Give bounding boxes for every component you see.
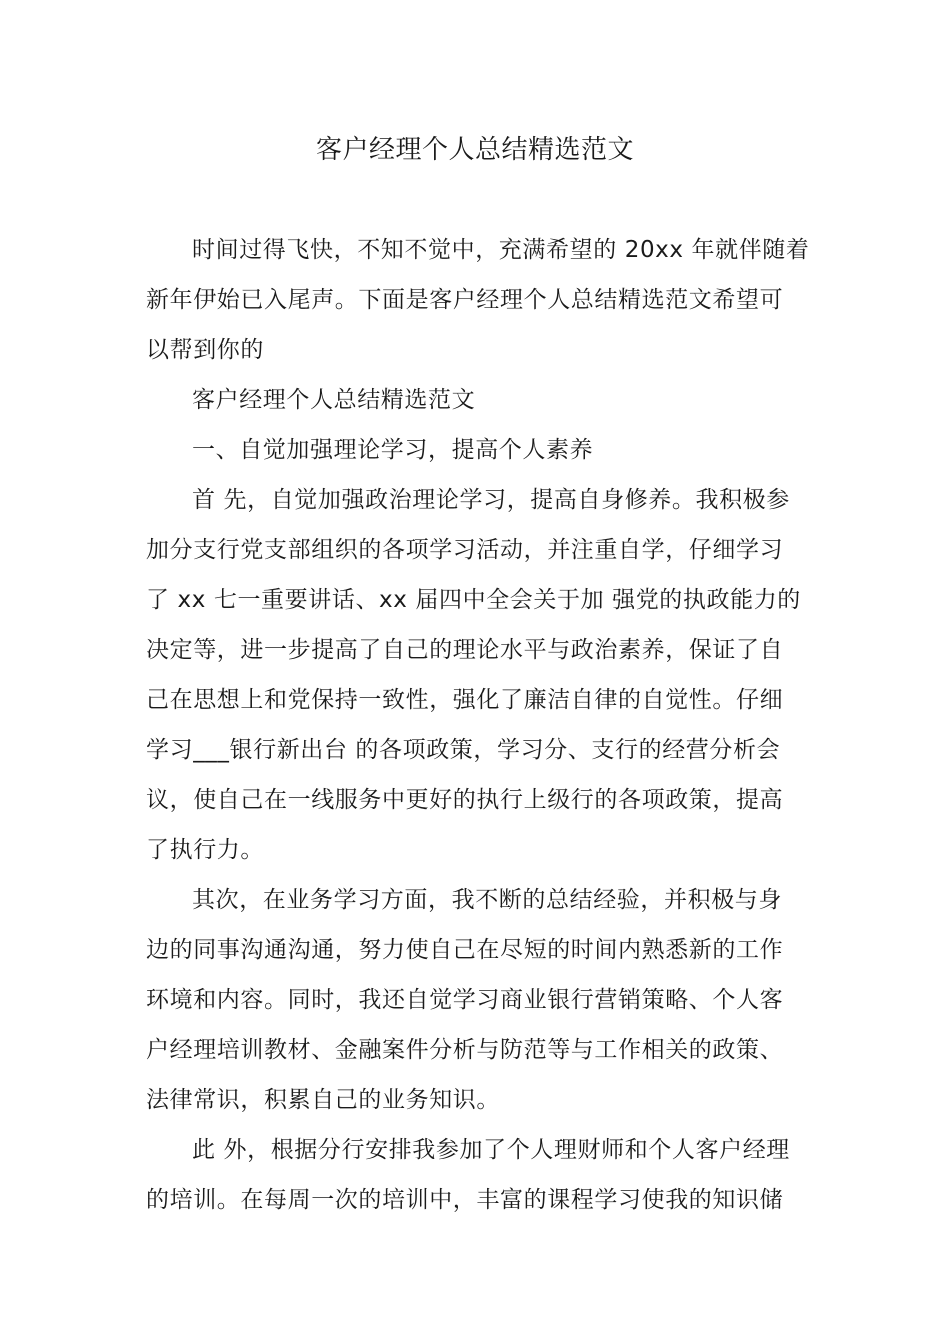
body-line: 己在思想上和党保持一致性，强化了廉洁自律的自觉性。仔细 xyxy=(146,687,784,713)
body-line: 以帮到你的 xyxy=(146,337,264,363)
body-line: 了 xx 七一重要讲话、xx 届四中全会关于加 强党的执政能力的 xyxy=(146,587,801,613)
body-line: 法律常识，积累自己的业务知识。 xyxy=(146,1087,500,1113)
body-line: 议，使自己在一线服务中更好的执行上级行的各项政策，提高 xyxy=(146,787,784,813)
body-line: 了执行力。 xyxy=(146,837,264,863)
body-line: 首 先，自觉加强政治理论学习，提高自身修养。我积极参 xyxy=(192,487,790,513)
body-line: 学习___银行新出台 的各项政策，学习分、支行的经营分析会 xyxy=(146,737,781,763)
body-line: 边的同事沟通沟通，努力使自己在尽短的时间内熟悉新的工作 xyxy=(146,937,784,963)
body-line: 其次，在业务学习方面，我不断的总结经验，并积极与身 xyxy=(192,887,782,913)
section-heading: 客户经理个人总结精选范文 xyxy=(192,387,476,413)
body-line: 户经理培训教材、金融案件分析与防范等与工作相关的政策、 xyxy=(146,1037,784,1063)
body-line: 新年伊始已入尾声。下面是客户经理个人总结精选范文希望可 xyxy=(146,287,784,313)
body-line: 加分支行党支部组织的各项学习活动，并注重自学，仔细学习 xyxy=(146,537,784,563)
body-line: 的培训。在每周一次的培训中，丰富的课程学习使我的知识储 xyxy=(146,1187,784,1213)
body-line: 环境和内容。同时，我还自觉学习商业银行营销策略、个人客 xyxy=(146,987,784,1013)
document-title: 客户经理个人总结精选范文 xyxy=(315,135,634,165)
body-line: 决定等，进一步提高了自己的理论水平与政治素养，保证了自 xyxy=(146,637,784,663)
section-heading: 一、自觉加强理论学习，提高个人素养 xyxy=(192,437,594,463)
body-line: 此 外，根据分行安排我参加了个人理财师和个人客户经理 xyxy=(192,1137,790,1163)
body-line: 时间过得飞快，不知不觉中，充满希望的 20xx 年就伴随着 xyxy=(192,237,810,263)
